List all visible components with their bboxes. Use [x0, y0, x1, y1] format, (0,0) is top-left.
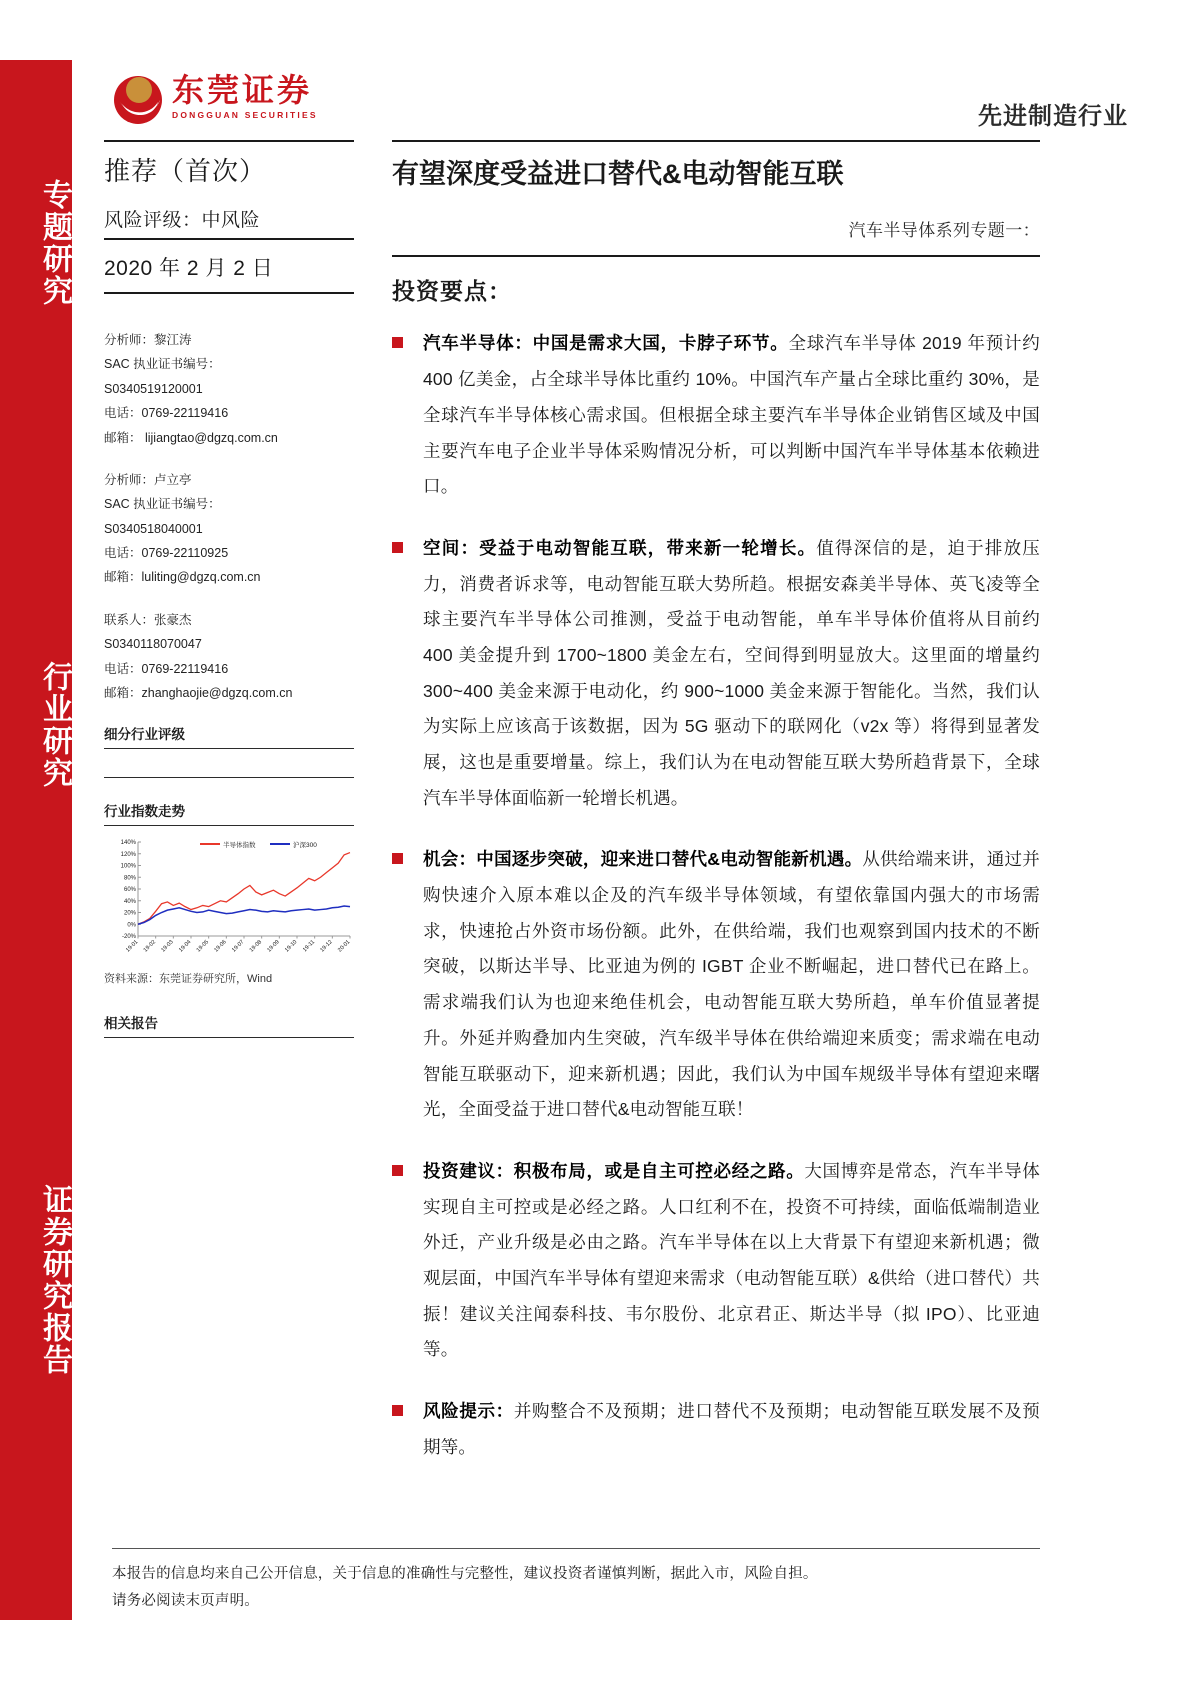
divider-footer	[112, 1548, 1040, 1549]
related-reports-heading: 相关报告	[104, 1016, 158, 1032]
bullet-paragraph	[423, 1154, 1040, 1368]
divider-index-trend	[104, 825, 354, 826]
bullet-market-space	[392, 531, 1040, 817]
svg-text:19-04: 19-04	[178, 939, 193, 954]
sub-industry-rating-body	[104, 749, 354, 777]
svg-text:19-02: 19-02	[142, 939, 158, 954]
risk-rating: 风险评级：中风险	[104, 210, 261, 231]
svg-text:19-05: 19-05	[195, 939, 211, 954]
contact-email[interactable]: 邮箱：zhanghaojie@dgzq.com.cn	[104, 685, 293, 700]
bullet-lead: 空间：受益于电动智能互联，带来新一轮增长。	[423, 537, 817, 558]
svg-text:19-07: 19-07	[231, 939, 246, 954]
svg-text:19-11: 19-11	[302, 939, 317, 954]
contact-name: 联系人：张豪杰	[104, 612, 192, 627]
svg-text:0%: 0%	[127, 922, 136, 929]
series-line-semiconductor	[138, 853, 350, 925]
industry-name: 先进制造行业	[978, 103, 1128, 130]
band-topic-research	[0, 118, 72, 368]
divider-sub-industry-bottom	[104, 777, 354, 778]
divider-related-reports	[104, 1037, 354, 1038]
contact-sac-number: S0340118070047	[104, 637, 202, 652]
analyst-phone: 电话：0769-22110925	[104, 546, 229, 560]
bullet-investment-advice	[392, 1154, 1040, 1368]
page-footer	[112, 1548, 1040, 1615]
contact-entry	[104, 608, 354, 706]
disclaimer-line-2: 请务必阅读末页声明。	[112, 1592, 259, 1609]
bullet-square-icon	[392, 1405, 403, 1416]
analyst-sac-number: S0340518040001	[104, 521, 203, 536]
analyst-entry	[104, 328, 354, 450]
analyst-sac-number: S0340519120001	[104, 381, 203, 396]
bullet-square-icon	[392, 853, 403, 864]
bullet-lead: 风险提示：	[423, 1401, 514, 1421]
investment-points-list	[392, 326, 1040, 1465]
svg-text:40%: 40%	[123, 899, 136, 905]
contact-phone: 电话：0769-22119416	[104, 661, 229, 676]
index-trend-chart	[104, 836, 354, 964]
svg-text:19-03: 19-03	[160, 939, 175, 954]
disclaimer-line-1: 本报告的信息均来自己公开信息，关于信息的准确性与完整性，建议投资者谨慎判断，据此入市，风险自担。	[112, 1566, 818, 1582]
chart-source: 资料来源：东莞证券研究所，Wind	[104, 973, 273, 986]
band-securities-report-label: 证券研究报告	[38, 1184, 71, 1376]
series-subtitle: 汽车半导体系列专题一：	[848, 221, 1040, 241]
svg-text:-20%: -20%	[121, 934, 136, 941]
svg-text:100%: 100%	[120, 863, 136, 870]
svg-text:20-01: 20-01	[337, 939, 352, 954]
bullet-body: 从供给端来讲，通过并购快速介入原本难以企及的汽车级半导体领域，有望依靠国内强大的市场需求，快速抢占外资市场份额。此外，在供给端，我们也观察到国内技术的不断突破，以斯达半导、比亚迪为例的 IGBT 企业不断崛起，进口替代已在路上。需求端我们认为也迎来绝佳机会，电动智能互联大势所趋，单车价值显著提升。外延并购叠加内生突破，汽车级半导体在供给端迎来质变；需求端在电动智能互联驱动下，迎来新机遇；因此，我们认为中国车规级半导体有望迎来曙光，全面受益于进口替代&电动智能互联！	[423, 849, 1040, 1120]
svg-text:19-12: 19-12	[319, 939, 334, 954]
bullet-paragraph	[423, 326, 1040, 504]
svg-text:19-06: 19-06	[213, 939, 228, 954]
analyst-sac-label: SAC 执业证书编号：	[104, 497, 221, 512]
svg-text:120%: 120%	[120, 852, 136, 858]
bullet-square-icon	[392, 1165, 403, 1176]
svg-text:19-10: 19-10	[284, 939, 299, 954]
analyst-phone: 电话：0769-22119416	[104, 406, 229, 421]
divider-below-date	[104, 292, 354, 294]
band-topic-research-label: 专题研究	[38, 179, 71, 307]
bullet-lead: 汽车半导体：中国是需求大国，卡脖子环节。	[423, 333, 789, 354]
svg-text:19-09: 19-09	[266, 939, 281, 954]
svg-text:19-08: 19-08	[248, 939, 264, 954]
bullet-auto-semiconductor	[392, 326, 1040, 504]
logo-name-cn: 东莞证券	[172, 71, 313, 109]
legend-label-csi300: 沪深300	[293, 842, 317, 850]
analyst-email[interactable]: 邮箱：luliting@dgzq.com.cn	[104, 570, 261, 585]
report-date: 2020 年 2 月 2 日	[104, 257, 274, 280]
svg-text:20%: 20%	[123, 910, 136, 917]
bullet-body: 并购整合不及预期；进口替代不及预期；电动智能互联发展不及预期等。	[423, 1401, 1040, 1457]
main-content-column	[392, 140, 1040, 1491]
investment-points-heading: 投资要点：	[392, 278, 512, 305]
bullet-body: 值得深信的是，迫于排放压力，消费者诉求等，电动智能互联大势所趋。根据安森美半导体、英飞凌等全球主要汽车半导体公司推测，受益于电动智能，单车半导体价值将从目前约 400 美金提升到 1700~1800 美金左右，空间得到明显放大。这里面的增量约 300~400 美金来源于电动化，约 900~1000 美金来源于智能化。当然，我们认为实际上应该高于该数据，因为 5G 驱动下的联网化（v2x 等）将得到显著发展，这也是重要增量。综上，我们认为在电动智能互联大势所趋背景下，全球汽车半导体面临新一轮增长机遇。	[423, 537, 1041, 808]
x-axis-ticks	[125, 936, 351, 954]
bullet-lead: 投资建议：积极布局，或是自主可控必经之路。	[423, 1160, 805, 1181]
svg-text:60%: 60%	[123, 887, 136, 894]
recommendation-rating: 推荐（首次）	[104, 156, 267, 186]
recommendation-block	[104, 142, 354, 238]
bullet-opportunity	[392, 842, 1040, 1128]
sidebar-info-column	[104, 140, 354, 1038]
analyst-name: 分析师：卢立亭	[104, 472, 192, 487]
bullet-square-icon	[392, 542, 403, 553]
analyst-list	[104, 328, 354, 705]
analyst-sac-label: SAC 执业证书编号：	[104, 357, 221, 372]
bullet-square-icon	[392, 337, 403, 348]
band-industry-research-label: 行业研究	[38, 661, 71, 789]
bullet-body: 大国博弈是常态，汽车半导体实现自主可控或是必经之路。人口红利不在，投资不可持续，面临低端制造业外迁，产业升级是必由之路。汽车半导体在以上大背景下有望迎来新机遇；微观层面，中国汽车半导体有望迎来需求（电动智能互联）&供给（进口替代）共振！建议关注闻泰科技、韦尔股份、北京君正、斯达半导（拟 IPO）、比亚迪等。	[423, 1160, 1040, 1360]
svg-text:80%: 80%	[123, 875, 136, 882]
band-securities-report	[0, 1120, 72, 1440]
band-industry-research	[0, 600, 72, 850]
series-line-csi300	[138, 906, 350, 924]
logo-text	[172, 72, 362, 120]
bullet-paragraph	[423, 531, 1040, 817]
bullet-paragraph	[423, 842, 1040, 1128]
dongguan-logo-icon	[112, 74, 164, 126]
analyst-name: 分析师：黎江涛	[104, 333, 192, 347]
svg-text:19-01: 19-01	[125, 939, 140, 954]
bullet-lead: 机会：中国逐步突破，迎来进口替代&电动智能新机遇。	[423, 849, 863, 870]
page-title: 有望深度受益进口替代&电动智能互联	[392, 159, 844, 189]
company-logo	[112, 72, 362, 134]
bullet-risk-warning	[392, 1394, 1040, 1465]
index-trend-svg	[104, 836, 354, 964]
svg-text:140%: 140%	[120, 840, 136, 847]
legend-label-semiconductor: 半导体指数	[223, 842, 256, 850]
analyst-email[interactable]: 邮箱： lijiangtao@dgzq.com.cn	[104, 430, 278, 445]
logo-name-en: DONGGUAN SECURITIES	[172, 109, 318, 120]
index-trend-heading: 行业指数走势	[104, 804, 185, 820]
bullet-body: 全球汽车半导体 2019 年预计约 400 亿美金，占全球半导体比重约 10%。中国汽车产量占全球比重约 30%，是全球汽车半导体核心需求国。但根据全球主要汽车半导体企业销售区域及中国主要汽车电子企业半导体采购情况分析，可以判断中国汽车半导体基本依赖进口。	[423, 333, 1040, 497]
bullet-paragraph	[423, 1394, 1040, 1465]
analyst-entry	[104, 468, 354, 590]
sub-industry-rating-heading: 细分行业评级	[104, 727, 185, 743]
